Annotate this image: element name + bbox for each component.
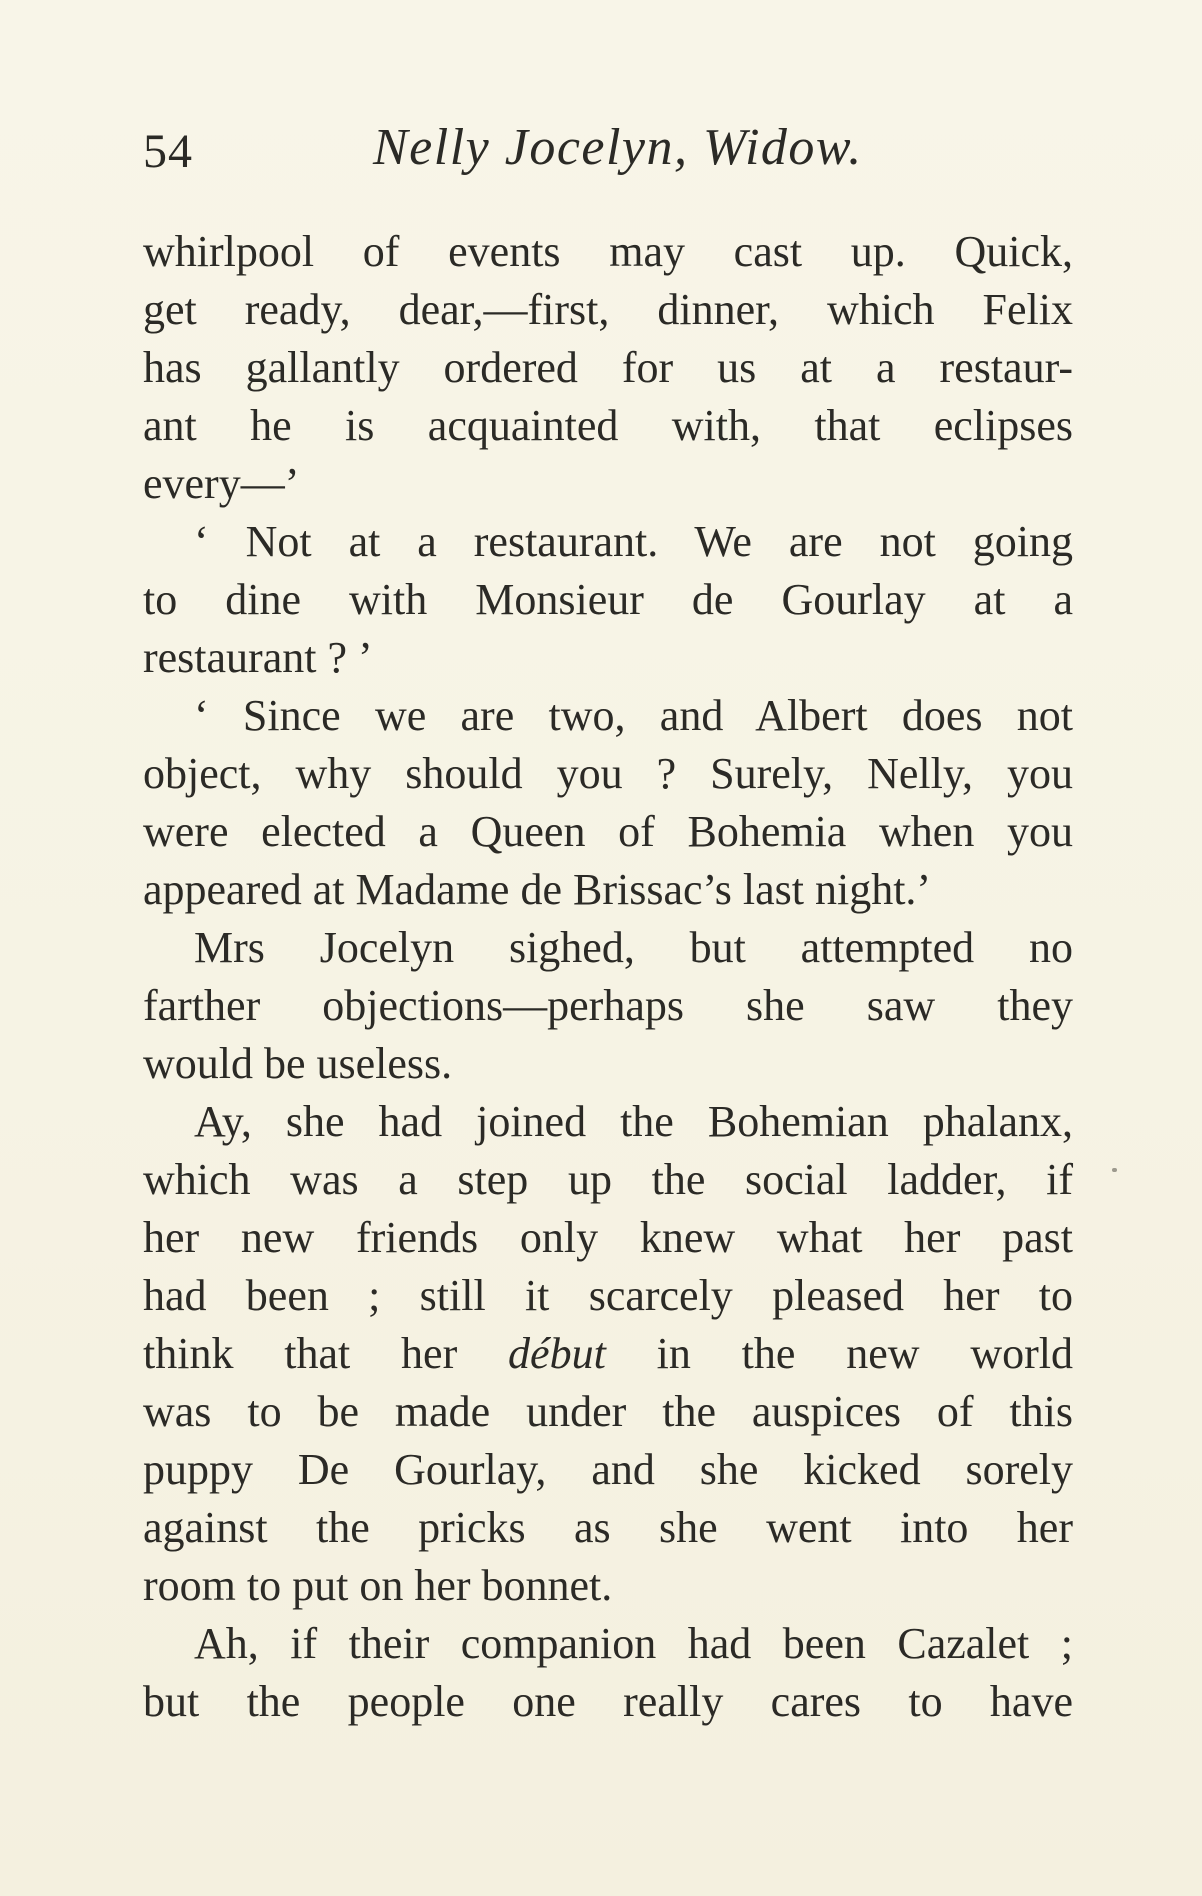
text-line: would be useless.	[143, 1039, 453, 1088]
text-fragment: in the new world	[656, 1329, 1073, 1378]
text-line: every—’	[143, 459, 300, 508]
text-line: restaurant ? ’	[143, 633, 373, 682]
text-line: Ay, she had joined the Bohemian phalanx,	[194, 1097, 1073, 1146]
text-line-mixed	[143, 1325, 1073, 1383]
running-head	[143, 118, 1063, 188]
text-line: Mrs Jocelyn sighed, but attempted no	[194, 923, 1073, 972]
text-line: farther objections—perhaps she saw they	[143, 981, 1073, 1030]
text-line: against the pricks as she went into her	[143, 1503, 1073, 1552]
text-line: to dine with Monsieur de Gourlay at a	[143, 575, 1073, 624]
text-line: get ready, dear,—first, dinner, which Felix	[143, 285, 1073, 334]
text-line: had been ; still it scarcely pleased her to	[143, 1271, 1073, 1320]
text-line: were elected a Queen of Bohemia when you	[143, 807, 1073, 856]
text-line: but the people one really cares to have	[143, 1677, 1073, 1726]
text-line: ‘ Since we are two, and Albert does not	[194, 691, 1073, 740]
text-line: has gallantly ordered for us at a restaur-	[143, 343, 1073, 392]
text-line: which was a step up the social ladder, if	[143, 1155, 1073, 1204]
text-fragment: think that her	[143, 1329, 458, 1378]
text-line: ant he is acquainted with, that eclipses	[143, 401, 1073, 450]
print-speck	[1112, 1168, 1117, 1172]
text-line: ‘ Not at a restaurant. We are not going	[194, 517, 1073, 566]
text-line: was to be made under the auspices of this	[143, 1387, 1073, 1436]
text-line: whirlpool of events may cast up. Quick,	[143, 227, 1073, 276]
text-line: her new friends only knew what her past	[143, 1213, 1073, 1262]
text-line: Ah, if their companion had been Cazalet ;	[194, 1619, 1073, 1668]
text-line: object, why should you ? Surely, Nelly, you	[143, 749, 1073, 798]
text-line: room to put on her bonnet.	[143, 1561, 613, 1610]
text-line: puppy De Gourlay, and she kicked sorely	[143, 1445, 1073, 1494]
running-title: Nelly Jocelyn, Widow.	[373, 119, 863, 176]
italic-word: début	[508, 1329, 606, 1378]
body-text	[143, 223, 1073, 1731]
text-line: appeared at Madame de Brissac’s last night.’	[143, 865, 932, 914]
page-number: 54	[143, 125, 193, 178]
